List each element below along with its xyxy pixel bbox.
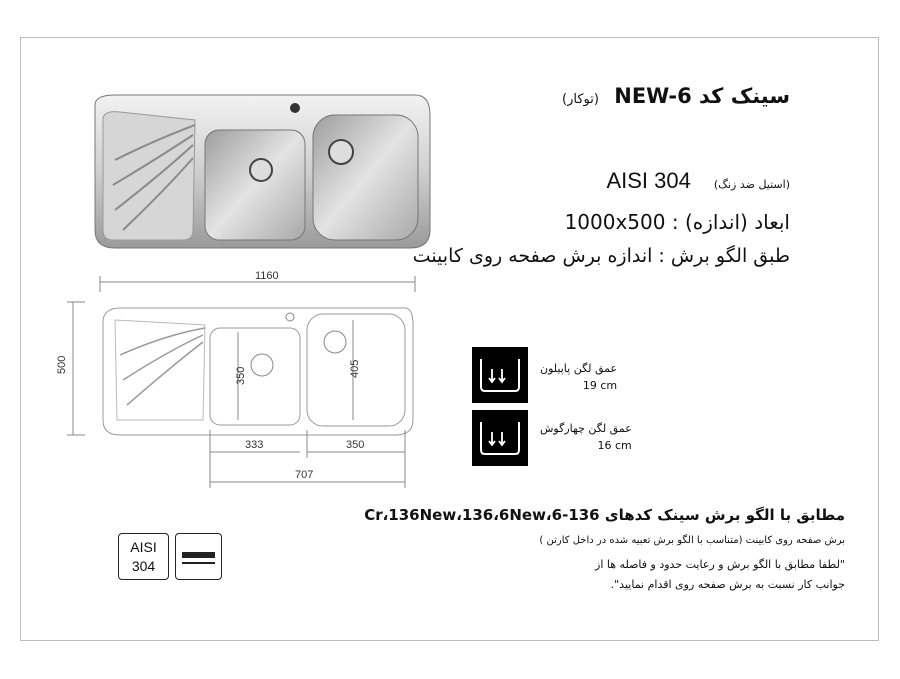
- bowl1-height-label: 350: [235, 366, 247, 385]
- bowl2-height-label: 405: [349, 359, 361, 378]
- material-value: AISI 304: [606, 168, 691, 193]
- footer-line-1: برش صفحه روی کابینت (متناسب با الگو برش تعبیه شده در داخل کارتن ): [539, 535, 845, 546]
- overall-width-label: 1160: [255, 270, 279, 282]
- cut-template-line: طبق الگو برش : اندازه برش صفحه روی کابینت: [412, 245, 790, 267]
- pot-depth-icon: [472, 347, 528, 403]
- depth-value-2: 16 cm: [597, 439, 632, 452]
- bowl1-width-label: 333: [245, 439, 264, 451]
- thickness-icon: [175, 533, 222, 580]
- product-title: [562, 84, 790, 108]
- bowl2-width-label: 350: [346, 439, 365, 451]
- material-line: [606, 168, 790, 194]
- product-title-text: سینک کد NEW-6: [614, 84, 790, 108]
- cut-template-drawing: [55, 270, 435, 495]
- aisi-badge-line2: 304: [131, 558, 156, 574]
- aisi-badge: [118, 533, 169, 580]
- depth-spec-1: [540, 362, 617, 392]
- material-note: (استیل ضد زنگ): [713, 178, 790, 191]
- dimensions-line: 1000x500 : ابعاد (اندازه): [564, 210, 790, 234]
- depth-spec-2: [540, 422, 632, 452]
- compatible-models-title: مطابق با الگو برش سینک کدهای 136-Cr،136New،136،6New،6: [364, 506, 845, 524]
- footer-line-2: "لطفا مطابق با الگو برش و رعایت حدود و فاصله ها از: [595, 558, 845, 571]
- depth-label-1: عمق لگن پاپیلون: [540, 362, 618, 375]
- aisi-badge-line1: AISI: [130, 539, 157, 555]
- depth-value-1: 19 cm: [582, 379, 618, 392]
- product-title-suffix: (توکار): [562, 92, 599, 107]
- depth-label-2: عمق لگن چهارگوش: [540, 422, 632, 435]
- footer-line-3: جوانب کار نسبت به برش صفحه روی اقدام نمایید".: [610, 578, 845, 591]
- bowls-total-label: 707: [295, 469, 314, 481]
- pot-depth-icon: [472, 410, 528, 466]
- sink-photo: [85, 90, 435, 255]
- overall-height-label: 500: [56, 355, 68, 374]
